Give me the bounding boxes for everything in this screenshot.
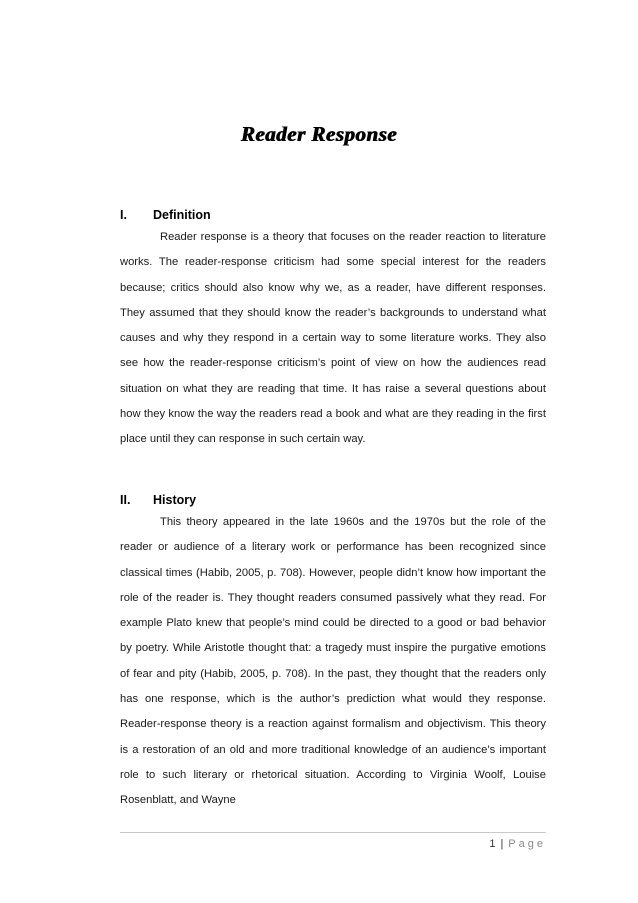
- page-label: Page: [508, 838, 546, 850]
- page-number: 1: [489, 838, 496, 850]
- section-title: Definition: [153, 208, 211, 222]
- document-title: Reader Response: [240, 122, 398, 146]
- section-heading: [120, 205, 546, 225]
- footer-separator: |: [500, 838, 504, 850]
- section-paragraph: Reader response is a theory that focuses on the reader reaction to literature works. The reader-response criticism had some special interest for the readers because; critics should also know why we, as a reader, have different responses. They assumed that they should know the reader’s backgrounds to understand what causes and why they respond in a certain way to some literature works. They also see how the reader-response criticism’s point of view on how the audiences read situation on what they are reading that time. It has raise a several questions about how they know the way the readers read a book and what are they reading in the first place until they can response in such certain way.: [120, 231, 546, 446]
- footer-divider: [120, 832, 546, 833]
- section-paragraph: This theory appeared in the late 1960s and the 1970s but the role of the reader or audience of a literary work or performance has been recognized since classical times (Habib, 2005, p. 708). However, people didn’t know how important the role of the reader is. They thought readers consumed passively what they read. For example Plato knew that people’s mind could be directed to a good or bad behavior by poetry. While Aristotle thought that: a tragedy must inspire the purgative emotions of fear and pity (Habib, 2005, p. 708). In the past, they thought that the readers only has one response, which is the author’s prediction what would they response. Reader-response theory is a reaction against formalism and objectivism. This theory is a restoration of an old and more traditional knowledge of an audience’s important role to such literary or rhetorical situation. According to Virginia Woolf, Louise Rosenblatt, and Wayne: [120, 516, 546, 807]
- section-history: [120, 490, 546, 814]
- section-definition: [120, 205, 546, 453]
- section-number: I.: [120, 208, 127, 222]
- section-title: History: [153, 493, 197, 507]
- section-number: II.: [120, 493, 131, 507]
- page-footer: [489, 838, 546, 850]
- section-heading: [120, 490, 546, 510]
